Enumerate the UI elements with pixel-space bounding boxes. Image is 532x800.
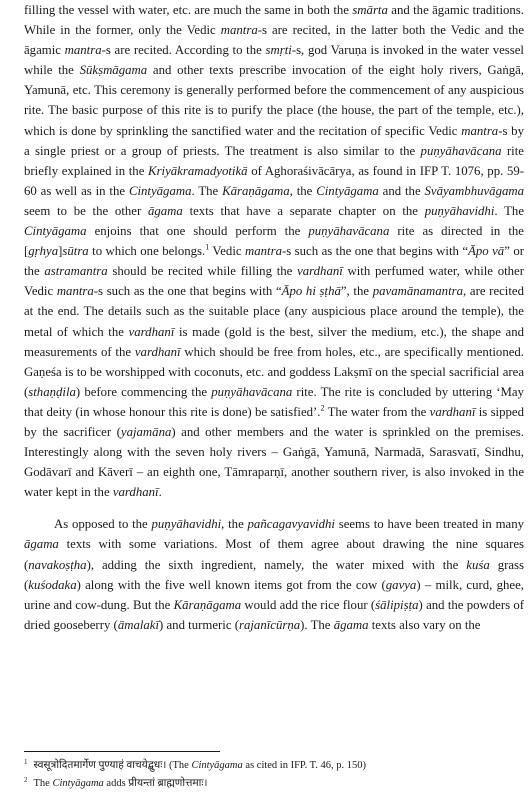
text-run: which should be free from holes, etc., are specifically mentioned. Gaṇeśa is to be worshipped with coconuts, etc. and goddess Lakṣmī on the special sacrificial area ( [24, 344, 525, 399]
text-run: ) before commencing the [75, 384, 212, 399]
italic-term: vardhanī [128, 324, 175, 339]
text-run: ) – milk, curd, ghee, urine and cow-dung. But the [24, 577, 524, 612]
text-run: , the [221, 517, 248, 532]
italic-term: vardhanī [429, 404, 476, 419]
footnote-marker: 1 [205, 242, 210, 252]
text-run: ). The [300, 617, 334, 632]
text-run: of Aghoraśivācārya, as found in IFP T. 1076, pp. 59-60 as well as in the [24, 163, 524, 198]
italic-term: śālipiṣṭa [375, 597, 419, 612]
text-run: , the [289, 183, 317, 198]
footnote-2 [24, 775, 524, 793]
italic-term: puṇyāhavācana [308, 224, 390, 239]
text-run: is made (gold is the best, silver the medium, etc.), the shape and measurements of the [24, 324, 525, 359]
text-run: ) and other members and the water is sprinkled on the premises. Interestingly along with the seven holy rivers – Gaṅgā, Yamunā, Narmadā, Sarasvatī, Sindhu, Godāvarī and Kāverī – an eighth one, Tāmraparṇī, another southern river, is also invoked in the water kept in the [24, 424, 524, 500]
text-run: The [33, 778, 53, 789]
text-run: -s such as the one that begins with “ [93, 284, 282, 299]
italic-term: vardhanī [297, 264, 343, 279]
italic-term: mantra [461, 123, 499, 138]
italic-term: mantra [220, 23, 258, 38]
text-run: . [158, 485, 162, 500]
paragraph-1 [24, 0, 524, 502]
italic-term: sūtra [62, 244, 89, 259]
italic-term: pavamānamantra [372, 284, 464, 299]
text-run: . The [494, 203, 524, 218]
text-run: ”, the [340, 284, 373, 299]
text-run: texts also vary on the [368, 617, 481, 632]
italic-term: mantra [245, 244, 282, 259]
text-run: and the āgamic traditions. While in the former, only the Vedic [24, 3, 524, 38]
footnote-1 [24, 757, 524, 775]
text-run: The water from the [324, 404, 430, 419]
italic-term: vardhanī [112, 485, 159, 500]
italic-term: kuśodaka [28, 577, 77, 592]
italic-term: Sūkṣmāgama [79, 63, 148, 78]
italic-term: āmalakī [117, 617, 160, 632]
text-run: -s by a single priest or a group of priests. The treatment is also similar to the [24, 123, 524, 158]
text-run: Vedic [209, 244, 245, 259]
italic-term: puṇyāhavidhi [151, 517, 222, 532]
italic-term: sthaṇḍila [28, 384, 76, 399]
footnotes [24, 757, 524, 793]
italic-term: vardhanī [134, 344, 181, 359]
text-run: should be recited while filling the [107, 264, 298, 279]
text-run: is sipped by the sacrificer ( [24, 404, 524, 439]
italic-term: Cintyāgama [24, 224, 87, 239]
italic-term: āgama [333, 617, 369, 632]
text-run: and the [378, 183, 425, 198]
italic-term: smārta [352, 3, 388, 17]
text-run: ), adding the sixth ingredient, namely, the water mixed with the [86, 557, 467, 572]
footnote-marker: 1 [24, 757, 28, 766]
italic-term: Cintyāgama [191, 760, 243, 771]
text-run: would add the rice flour ( [241, 597, 376, 612]
italic-term: Kāraṇāgama [173, 597, 242, 612]
text-run: with perfumed water, while other Vedic [24, 264, 525, 299]
text-run: ] [58, 244, 63, 259]
italic-term: āgama [24, 537, 59, 552]
text-run: ) along with the five well known items got from the cow ( [76, 577, 386, 592]
text-run: rite as directed in the [ [24, 224, 524, 259]
footnote-rule [24, 751, 220, 752]
italic-term: Āpo vā [468, 244, 505, 259]
text-run: filling the vessel with water, etc. are much the same in both the [24, 3, 353, 17]
text-run: स्वसूत्रोदितमार्गेण पुण्याहं वाचयेद्बुधः। (The [33, 760, 192, 771]
text-run: to which one belongs. [88, 244, 206, 259]
text-run: and other texts prescribe invocation of the eight holy rivers, Gaṅgā, Yamunā, etc. This ceremony is generally performed before the commencement of any auspicious rite. The basic purpose of this rite is to purify the place (the house, the part of the temple, etc.), which is done by sprinkling the sanctified water and the recitation of specific Vedic [24, 63, 525, 138]
text-run: texts with some variations. Most of them agree about drawing the nine squares ( [24, 537, 524, 572]
italic-term: Cintyāgama [316, 183, 379, 198]
text-run: ” or the [24, 244, 524, 279]
italic-term: yajamāna [120, 424, 172, 439]
text-run: -s are recited, in the latter both the Vedic and the āgamic [24, 23, 525, 58]
text-run: seems to have been treated in many [334, 517, 524, 532]
italic-term: āgama [147, 203, 183, 218]
text-run: -s such as the one that begins with “ [281, 244, 469, 259]
italic-term: rajanīcūrṇa [239, 617, 301, 632]
text-run: rite. The rite is concluded by uttering ‘May that deity (in whose honour this rite is done) be satisfied’. [24, 384, 524, 419]
text-run: , are recited at the end. The details such as the suitable place (any auspicious place around the temple), the metal of which the [24, 284, 524, 339]
text-run: enjoins that one should perform the [86, 224, 309, 239]
footnote-marker: 2 [24, 775, 28, 784]
text-run: as cited in IFP. T. 46, p. 150) [242, 760, 367, 771]
italic-term: puṇyāhavidhi [424, 203, 495, 218]
text-run: texts that have a separate chapter on the [182, 203, 425, 218]
paragraph-2 [24, 514, 524, 635]
italic-term: mantra [64, 43, 102, 58]
italic-term: pañcagavyavidhi [247, 517, 335, 532]
text-run: adds प्रीयन्तां ब्राह्मणोत्तमाः। [103, 778, 208, 789]
text-run: grass ( [24, 557, 524, 592]
text-run: -s are recited. According to the [101, 43, 266, 58]
text-run: ) and turmeric ( [159, 617, 239, 632]
italic-term: smṛti [265, 43, 292, 58]
italic-term: Cintyāgama [52, 778, 104, 789]
italic-term: astramantra [44, 264, 108, 279]
footnote-marker: 2 [320, 403, 325, 413]
italic-term: Kāraṇāgama [222, 183, 290, 198]
italic-term: puṇyāhavācana [420, 143, 502, 158]
text-run: As opposed to the [54, 517, 152, 532]
text-run: ) and the powders of dried gooseberry ( [24, 597, 524, 632]
italic-term: Kriyākramadyotikā [148, 163, 248, 178]
italic-term: puṇyāhavācana [211, 384, 293, 399]
text-run: . The [191, 183, 223, 198]
italic-term: Svāyambhuvāgama [424, 183, 525, 198]
italic-term: mantra [56, 284, 94, 299]
italic-term: gavya [385, 577, 417, 592]
italic-term: Āpo hi ṣṭhā [281, 284, 341, 299]
italic-term: navakoṣṭha [28, 557, 87, 572]
italic-term: Cintyāgama [128, 183, 192, 198]
text-run: rite briefly explained in the [24, 143, 524, 178]
italic-term: kuśa [466, 557, 490, 572]
text-run: seem to be the other [24, 203, 148, 218]
text-run: -s, god Varuṇa is invoked in the water vessel while the [24, 43, 524, 78]
italic-term: gṛhya [28, 244, 59, 259]
